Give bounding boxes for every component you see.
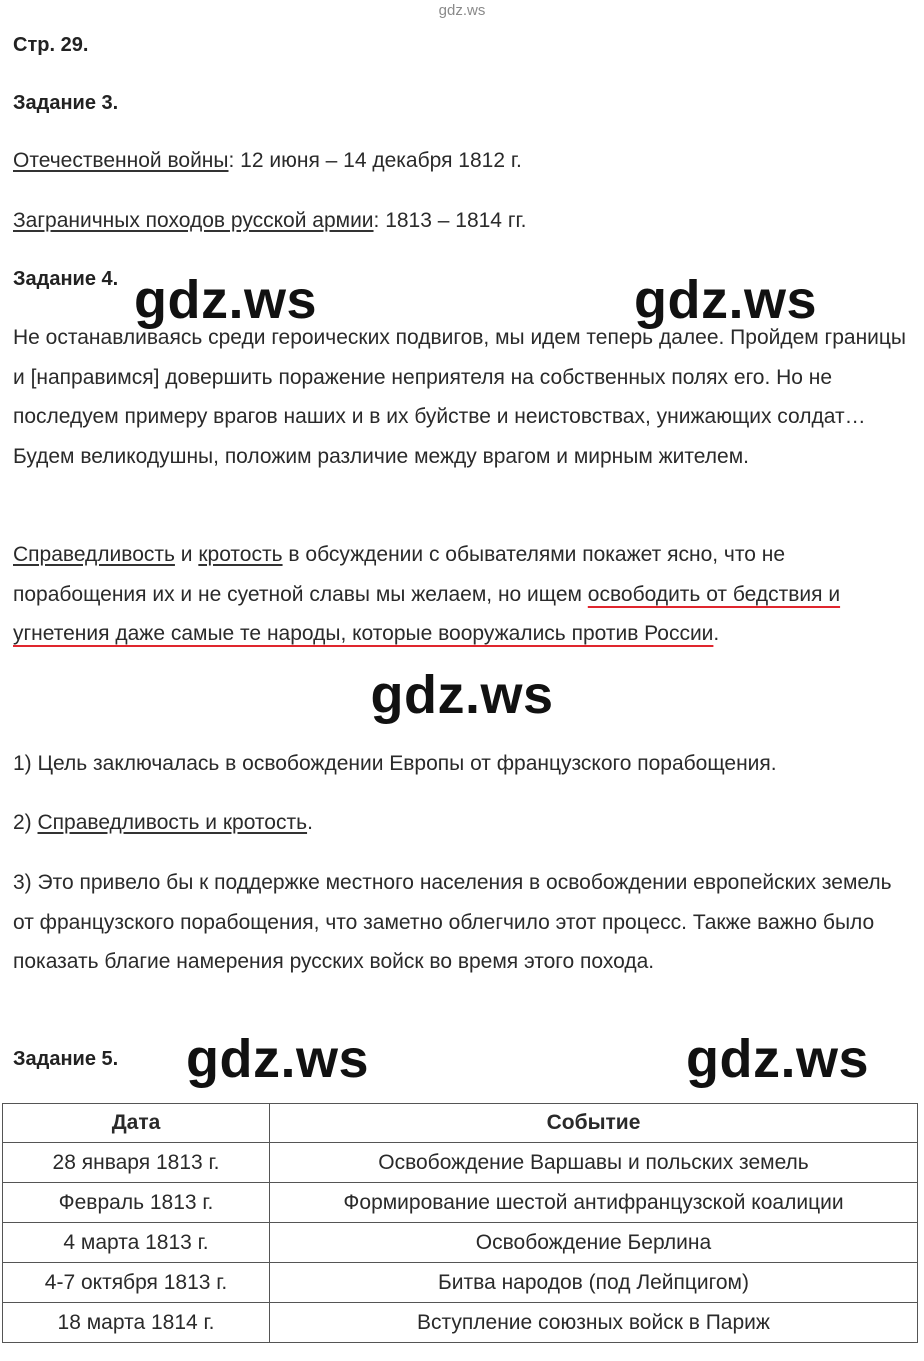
watermark: gdz.ws bbox=[134, 270, 318, 330]
task5-title: Задание 5. bbox=[13, 1048, 119, 1070]
red-underlined-phrase: освободить от бедствия и угнетения даже самые те народы, которые вооружались против России bbox=[13, 582, 841, 645]
cell-event: Битва народов (под Лейпцигом) bbox=[270, 1263, 918, 1303]
task3-line-1 bbox=[13, 149, 522, 173]
term-meekness: кротость bbox=[198, 543, 283, 566]
watermark: gdz.ws bbox=[634, 270, 818, 330]
cell-date: Февраль 1813 г. bbox=[3, 1183, 270, 1223]
answer-1: 1) Цель заключалась в освобождении Европы от французского порабощения. bbox=[13, 752, 777, 775]
cell-event: Формирование шестой антифранцузской коалиции bbox=[270, 1183, 918, 1223]
cell-event: Освобождение Берлина bbox=[270, 1223, 918, 1263]
cell-date: 18 марта 1814 г. bbox=[3, 1303, 270, 1343]
table-row bbox=[3, 1223, 918, 1263]
term-justice: Справедливость bbox=[13, 543, 175, 566]
answer-2-suffix: . bbox=[307, 811, 313, 834]
dates-patriotic-war: : 12 июня – 14 декабря 1812 г. bbox=[228, 149, 522, 172]
table-row bbox=[3, 1263, 918, 1303]
table-row bbox=[3, 1183, 918, 1223]
table-row bbox=[3, 1303, 918, 1343]
table-row bbox=[3, 1143, 918, 1183]
header-event: Событие bbox=[270, 1104, 918, 1143]
top-watermark: gdz.ws bbox=[438, 2, 486, 19]
watermark: gdz.ws bbox=[186, 1029, 370, 1089]
task3-title: Задание 3. bbox=[13, 92, 119, 114]
cell-event: Освобождение Варшавы и польских земель bbox=[270, 1143, 918, 1183]
term-foreign-campaigns: Заграничных походов русской армии bbox=[13, 209, 374, 232]
cell-date: 4 марта 1813 г. bbox=[3, 1223, 270, 1263]
quote-paragraph-1: Не останавливаясь среди героических подвигов, мы идем теперь далее. Пройдем границы и [направимся] довершить поражение неприятеля на собственных полях его. Но не последуем примеру врагов наших и в их буйстве и неистовствах, унижающих солдат… Будем великодушны, положим различие между врагом и мирным жителем. bbox=[13, 326, 907, 468]
answer-3: 3) Это привело бы к поддержке местного населения в освобождении европейских земель от французского порабощения, что заметно облегчило этот процесс. Также важно было показать благие намерения русских войск во время этого похода. bbox=[13, 871, 892, 973]
answer-2-term: Справедливость и кротость bbox=[37, 811, 308, 834]
quote-text: . bbox=[713, 622, 720, 645]
quote-text: и bbox=[174, 543, 199, 566]
term-patriotic-war: Отечественной войны bbox=[13, 149, 229, 172]
quote-text: в обсуждении с обывателями покажет ясно, что не порабощения их и не суетной славы мы желаем, но ищем bbox=[13, 543, 786, 606]
watermark: gdz.ws bbox=[370, 665, 554, 725]
table-header-row bbox=[3, 1104, 918, 1143]
events-table bbox=[2, 1103, 918, 1343]
cell-event: Вступление союзных войск в Париж bbox=[270, 1303, 918, 1343]
cell-date: 4-7 октября 1813 г. bbox=[3, 1263, 270, 1303]
quote-paragraph-2 bbox=[13, 535, 913, 654]
header-date: Дата bbox=[3, 1104, 270, 1143]
task4-title: Задание 4. bbox=[13, 268, 119, 290]
watermark: gdz.ws bbox=[686, 1029, 870, 1089]
dates-foreign-campaigns: : 1813 – 1814 гг. bbox=[373, 209, 527, 232]
answer-2-prefix: 2) bbox=[13, 811, 38, 834]
cell-date: 28 января 1813 г. bbox=[3, 1143, 270, 1183]
task3-line-2 bbox=[13, 209, 526, 233]
answer-2 bbox=[13, 811, 313, 835]
page-label: Стр. 29. bbox=[13, 34, 89, 56]
